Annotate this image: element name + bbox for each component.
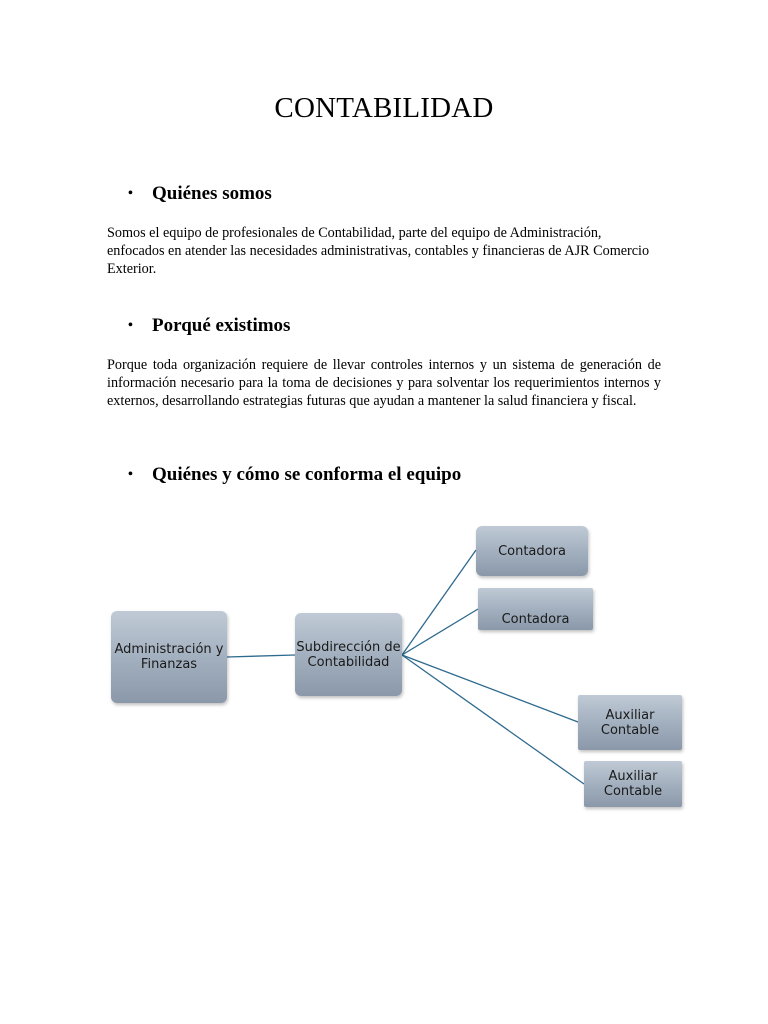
bullet: •: [128, 318, 133, 333]
section-heading-equipo: [128, 464, 461, 486]
org-box-child-1: Contadora: [476, 526, 588, 576]
section-heading-quienes-somos: [128, 183, 272, 205]
section-heading-text: Porqué existimos: [152, 315, 291, 336]
org-box-child-3: Auxiliar Contable: [578, 695, 682, 750]
bullet: •: [128, 467, 133, 482]
section-heading-text: Quiénes somos: [152, 183, 272, 204]
connector-middle-child-1: [402, 550, 476, 655]
org-box-child-4: Auxiliar Contable: [584, 761, 682, 807]
paragraph-quienes-somos: Somos el equipo de profesionales de Contabilidad, parte del equipo de Administración, enfocados en atender las necesidades administrativas, contables y financieras de AJR Comercio Exterior.: [107, 225, 650, 277]
page-title: CONTABILIDAD: [274, 92, 494, 124]
org-box-middle: Subdirección de Contabilidad: [295, 613, 402, 696]
org-box-child-2: Contadora: [478, 588, 593, 630]
connector-middle-child-2: [402, 609, 478, 655]
section-heading-porque-existimos: [128, 315, 290, 337]
org-chart: [0, 500, 768, 840]
bullet: •: [128, 186, 133, 201]
section-heading-text: Quiénes y cómo se conforma el equipo: [152, 464, 462, 485]
org-box-root: Administración y Finanzas: [111, 611, 227, 703]
connector-middle-child-3: [402, 655, 578, 722]
connector-root-middle: [227, 655, 295, 657]
connector-middle-child-4: [402, 655, 584, 784]
paragraph-porque-existimos: Porque toda organización requiere de llevar controles internos y un sistema de generación de información necesario para la toma de decisiones y para solventar los requerimientos internos y externos, desarrollando estrategias futuras que ayudan a mantener la salud financiera y fiscal.: [107, 357, 661, 409]
